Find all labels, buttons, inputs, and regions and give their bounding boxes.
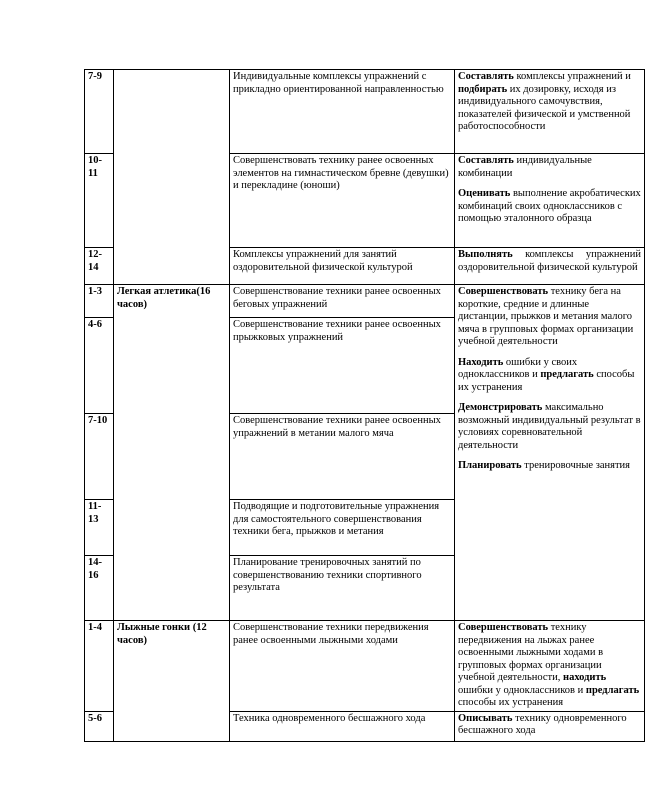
- activity-text: способы их устранения: [458, 369, 635, 393]
- table-row: [85, 70, 645, 154]
- activity-paragraph: [458, 155, 641, 180]
- lesson-number: 4-6: [85, 318, 114, 414]
- activity-text: комплексы упражнений оздоровительной физической культурой: [458, 249, 641, 273]
- lesson-content: Техника одновременного бесшажного хода: [230, 711, 455, 741]
- activity-text: технику передвижения на лыжах ранее освоенными лыжными ходами в групповых формах организации учебной деятельности,: [458, 622, 604, 683]
- activity-cell: [455, 285, 645, 621]
- activity-text: максимально возможный индивидуальный результат в условиях соревновательной деятельности: [458, 402, 641, 451]
- lesson-content: Индивидуальные комплексы упражнений с прикладно ориентированной направленностью: [230, 70, 455, 154]
- lesson-number: 14-16: [85, 556, 114, 621]
- activity-verb: Находить: [458, 356, 504, 368]
- activity-verb: подбирать: [458, 83, 508, 95]
- curriculum-table: [84, 69, 645, 742]
- activity-text: способы их устранения: [458, 697, 564, 708]
- activity-text: технику одновременного бесшажного хода: [458, 712, 627, 736]
- activity-text: индивидуальные комбинации: [458, 155, 592, 179]
- activity-text: их дозировку, исходя из индивидуального самочувствия, показателей физической и умственной работоспособности: [458, 83, 631, 132]
- activity-verb: Описывать: [458, 712, 513, 724]
- activity-cell: [455, 711, 645, 741]
- activity-verb: Совершенствовать: [458, 622, 549, 633]
- lesson-content: Совершенствование техники ранее освоенных беговых упражнений: [230, 285, 455, 318]
- section-athletics: Легкая атлетика(16 часов): [114, 285, 230, 621]
- activity-verb: Совершенствовать: [458, 286, 549, 297]
- table-row: [85, 285, 645, 318]
- activity-text: ошибки у одноклассников и: [458, 684, 586, 696]
- activity-verb: предлагать: [585, 684, 640, 696]
- activity-text: тренировочные занятия: [521, 460, 630, 471]
- lesson-number: 1-4: [85, 621, 114, 712]
- activity-paragraph: [458, 286, 641, 349]
- activity-verb: Составлять: [458, 155, 514, 166]
- section-skiing: Лыжные гонки (12 часов): [114, 621, 230, 742]
- lesson-number: 11-13: [85, 500, 114, 556]
- lesson-number: 12-14: [85, 248, 114, 285]
- activity-verb: предлагать: [540, 369, 594, 380]
- activity-paragraph: [458, 402, 641, 452]
- activity-paragraph: [458, 460, 641, 473]
- lesson-content: Совершенствование техники ранее освоенных упражнений в метании малого мяча: [230, 414, 455, 500]
- lesson-content: Комплексы упражнений для занятий оздоровительной физической культурой: [230, 248, 455, 285]
- activity-text: комплексы упражнений и: [513, 71, 631, 82]
- activity-verb: Демонстрировать: [458, 402, 543, 413]
- activity-text: выполнение акробатических комбинаций своих одноклассников с помощью эталонного образца: [458, 188, 641, 224]
- activity-verb: Выполнять: [458, 249, 513, 260]
- lesson-number: 7-9: [85, 70, 114, 154]
- activity-verb: Составлять: [458, 71, 514, 82]
- lesson-number: 5-6: [85, 711, 114, 741]
- lesson-content: Планирование тренировочных занятий по совершенствованию техники спортивного результата: [230, 556, 455, 621]
- activity-cell: [455, 621, 645, 712]
- lesson-number: 1-3: [85, 285, 114, 318]
- activity-verb: Планировать: [458, 460, 522, 471]
- lesson-number: 10-11: [85, 154, 114, 248]
- lesson-number: 7-10: [85, 414, 114, 500]
- activity-text: ошибки у своих одноклассников и: [458, 356, 578, 380]
- section-cell-empty: [114, 70, 230, 285]
- lesson-content: Совершенствование техники ранее освоенных прыжковых упражнений: [230, 318, 455, 414]
- activity-cell: [455, 248, 645, 285]
- activity-text: технику бега на короткие, средние и длинные дистанции, прыжков и метания малого мяча в групповых формах организации учебной деятельности: [458, 286, 634, 347]
- activity-paragraph: [458, 357, 641, 395]
- activity-verb: находить: [563, 672, 607, 683]
- activity-paragraph: [458, 188, 641, 226]
- lesson-content: Совершенствовать технику ранее освоенных элементов на гимнастическом бревне (девушки) и перекладине (юноши): [230, 154, 455, 248]
- lesson-content: Совершенствование техники передвижения ранее освоенными лыжными ходами: [230, 621, 455, 712]
- activity-cell: [455, 70, 645, 154]
- table-row: [85, 621, 645, 712]
- activity-cell: [455, 154, 645, 248]
- activity-verb: Оценивать: [458, 188, 511, 199]
- lesson-content: Подводящие и подготовительные упражнения для самостоятельного совершенствования техники бега, прыжков и метания: [230, 500, 455, 556]
